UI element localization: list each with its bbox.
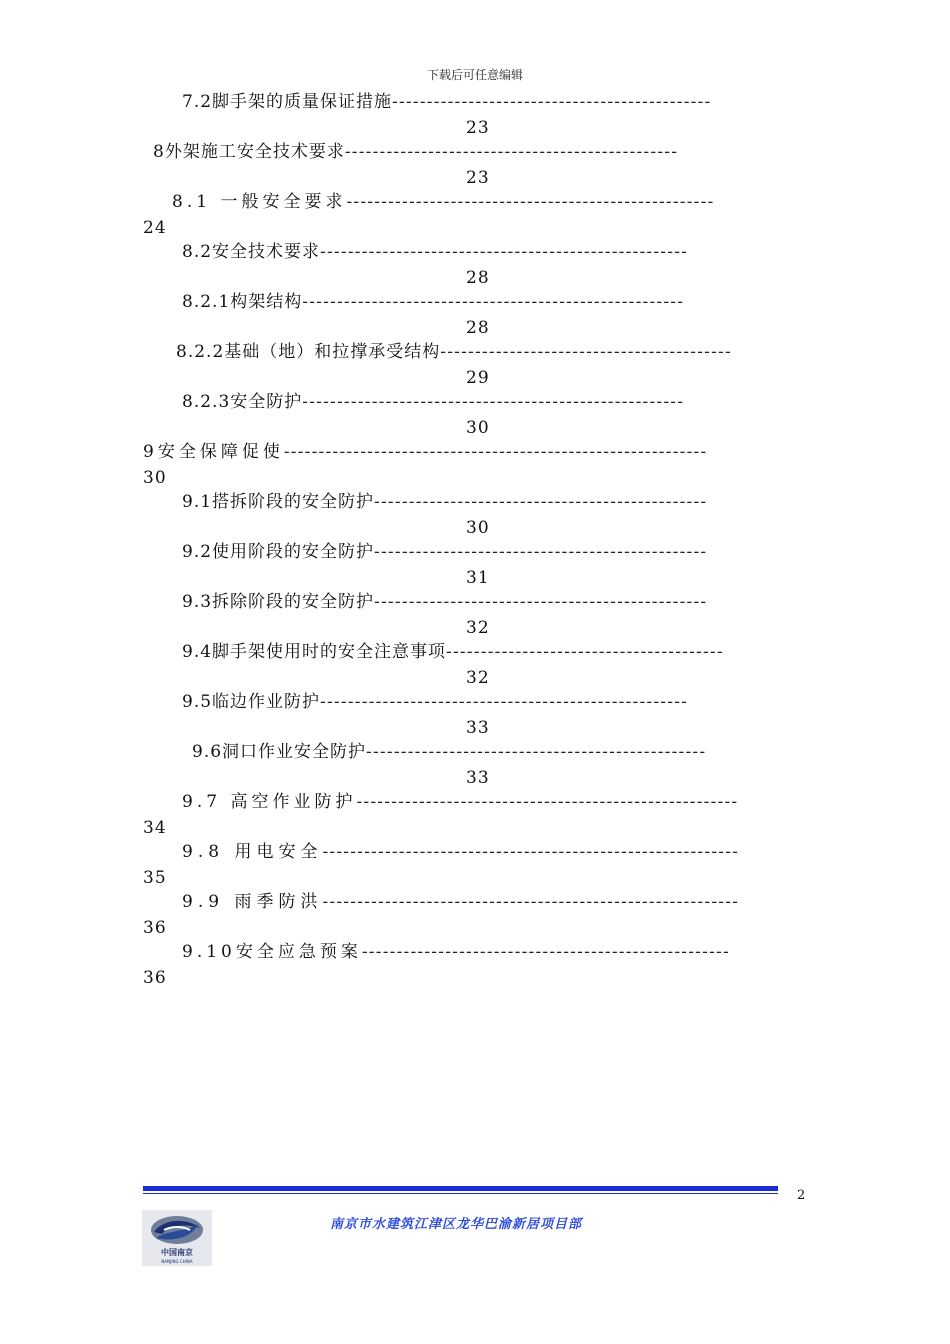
toc-entry-8-2-2[interactable] [176, 341, 804, 363]
toc-label: 9.9 雨季防洪 [182, 892, 323, 912]
toc-entry-8-2[interactable] [182, 241, 800, 263]
toc-page: 32 [466, 668, 490, 688]
toc-leader: ------------------------------------------------ [344, 142, 679, 162]
toc-leader: ----------------------------------------------------- [320, 692, 689, 712]
toc-label: 8.2.3安全防护 [182, 392, 303, 412]
toc-entry-8-2-1[interactable] [182, 291, 800, 313]
toc-label: 9.1搭拆阶段的安全防护 [182, 492, 375, 512]
company-logo [142, 1210, 212, 1266]
toc-leader: ----------------------------------------------------- [346, 192, 715, 212]
logo-subtext: NANJING CHINA [161, 1259, 193, 1264]
toc-entry-9-2[interactable] [182, 541, 800, 563]
toc-entry-8-1[interactable] [172, 191, 808, 213]
toc-entry-8[interactable] [153, 141, 800, 163]
toc-page: 23 [466, 118, 490, 138]
toc-entry-9-5[interactable] [182, 691, 800, 713]
toc-leader: ---------------------------------------------- [392, 92, 712, 112]
toc-label: 9.5临边作业防护 [182, 692, 321, 712]
toc-entry-9-10[interactable] [182, 941, 808, 963]
toc-page: 35 [143, 868, 167, 888]
toc-label: 9.3拆除阶段的安全防护 [182, 592, 375, 612]
toc-entry-9-4[interactable] [182, 641, 800, 663]
logo-text: 中国南京 [161, 1248, 193, 1257]
toc-entry-9-7[interactable] [182, 791, 808, 813]
page-number: 2 [797, 1188, 806, 1203]
toc-page: 36 [143, 968, 167, 988]
toc-leader: ------------------------------------------------ [374, 492, 708, 512]
toc-entry-9-9[interactable] [182, 891, 808, 913]
toc-leader: ------------------------------------------------- [366, 742, 707, 762]
toc-page: 30 [466, 518, 490, 538]
toc-page: 30 [466, 418, 490, 438]
toc-leader: ------------------------------------------------------- [302, 292, 685, 312]
toc-label: 8.2.2基础（地）和拉撑承受结构 [176, 342, 441, 362]
toc-entry-7-2[interactable] [182, 91, 800, 113]
toc-label: 8.2安全技术要求 [182, 242, 321, 262]
toc-page: 36 [143, 918, 167, 938]
toc-entry-8-2-3[interactable] [182, 391, 800, 413]
toc-entry-9[interactable] [143, 441, 808, 463]
toc-leader: ------------------------------------------------------------ [322, 842, 740, 862]
toc-page: 30 [143, 468, 167, 488]
toc-entry-9-1[interactable] [182, 491, 800, 513]
footer-rule [143, 1186, 778, 1194]
toc-label: 7.2脚手架的质量保证措施 [182, 92, 393, 112]
toc-label: 9安全保障促使 [143, 442, 284, 462]
toc-label: 9.7 高空作业防护 [182, 792, 357, 812]
toc-leader: ---------------------------------------- [446, 642, 724, 662]
toc-label: 9.8 用电安全 [182, 842, 323, 862]
toc-page: 34 [143, 818, 167, 838]
toc-leader: ------------------------------------------ [440, 342, 732, 362]
toc-label: 9.10安全应急预案 [182, 942, 362, 962]
toc-leader: ------------------------------------------------ [374, 592, 708, 612]
toc-label: 8.1 一般安全要求 [172, 192, 347, 212]
toc-label: 8.2.1构架结构 [182, 292, 303, 312]
toc-page: 32 [466, 618, 490, 638]
toc-label: 8外架施工安全技术要求 [153, 142, 345, 162]
toc-page: 33 [466, 718, 490, 738]
toc-label: 9.4脚手架使用时的安全注意事项 [182, 642, 447, 662]
toc-entry-9-8[interactable] [182, 841, 808, 863]
toc-page: 28 [466, 318, 490, 338]
toc-label: 9.6洞口作业安全防护 [192, 742, 367, 762]
toc-page: 24 [143, 218, 167, 238]
toc-page: 28 [466, 268, 490, 288]
toc-entry-9-3[interactable] [182, 591, 800, 613]
toc-label: 9.2使用阶段的安全防护 [182, 542, 375, 562]
toc-page: 29 [466, 368, 490, 388]
toc-leader: ------------------------------------------------------- [356, 792, 739, 812]
toc-page: 33 [466, 768, 490, 788]
toc-leader: ------------------------------------------------------- [302, 392, 685, 412]
toc-leader: ------------------------------------------------ [374, 542, 708, 562]
toc-leader: ----------------------------------------------------- [320, 242, 689, 262]
logo-icon [142, 1210, 212, 1266]
toc-leader: ------------------------------------------------------------ [322, 892, 740, 912]
footer-rule-thin [143, 1193, 778, 1194]
organization-name: 南京市水建筑江津区龙华巴渝新居项目部 [330, 1217, 583, 1232]
toc-page: 23 [466, 168, 490, 188]
toc-page: 31 [466, 568, 490, 588]
toc-leader: ----------------------------------------------------- [361, 942, 730, 962]
toc-entry-9-6[interactable] [192, 741, 800, 763]
page-header: 下载后可任意编辑 [426, 68, 523, 82]
toc-leader: ------------------------------------------------------------- [283, 442, 708, 462]
